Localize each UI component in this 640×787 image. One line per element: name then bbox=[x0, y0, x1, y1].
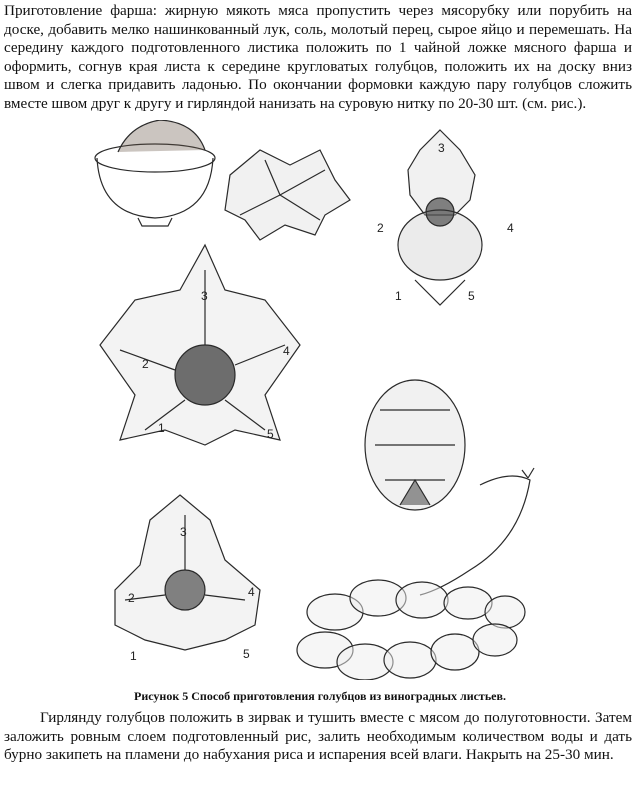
rolled-dolma-drawing bbox=[365, 380, 465, 510]
step-label: 5 bbox=[267, 427, 274, 441]
step-label: 5 bbox=[243, 647, 250, 661]
step-label: 4 bbox=[507, 221, 514, 235]
bowl-with-mince-drawing bbox=[95, 120, 215, 226]
step-label: 2 bbox=[377, 221, 384, 235]
step-label: 3 bbox=[438, 141, 445, 155]
step-label: 3 bbox=[180, 525, 187, 539]
leaf-with-filling-drawing bbox=[100, 245, 300, 445]
step-label: 4 bbox=[248, 585, 255, 599]
folded-leaf-stage-drawing bbox=[398, 130, 482, 305]
figure-caption: Рисунок 5 Способ приготовления голубцов из виноградных листьев. bbox=[134, 689, 506, 703]
step-label: 1 bbox=[158, 421, 165, 435]
step-label: 3 bbox=[201, 289, 208, 303]
step-label: 2 bbox=[128, 591, 135, 605]
recipe-paragraph-bottom-text: Гирлянду голубцов положить в зирвак и тушить вместе с мясом до полуготовности. Затем заложить ровным слоем подготовленный рис, залить необходимым количеством воды и дать бурно закипеть на пламени до набухания риса и испарения всей влаги. Накрыть на 25-30 мин. bbox=[4, 709, 632, 764]
step-label: 4 bbox=[283, 344, 290, 358]
recipe-paragraph-bottom bbox=[4, 709, 632, 765]
step-label: 5 bbox=[468, 289, 475, 303]
dolma-illustration bbox=[80, 120, 640, 680]
recipe-paragraph-top: Приготовление фарша: жирную мякоть мяса пропустить через мясорубку или порубить на доске, добавить мелко нашинкованный лук, соль, молотый перец, сырое яйцо и перемешать. На середину каждого подготовленного листика положить по 1 чайной ложке мясного фарша и оформить, согнув края листа к середине кругловатых голубцов, положить их на доску вниз швом и слегка придавить ладонью. По окончании формовки каждую пару голубцов сложить вместе швом друг к другу и гирляндой нанизать на суровую нитку по 20-30 шт. (см. рис.). bbox=[4, 2, 632, 112]
step-label: 1 bbox=[395, 289, 402, 303]
step-label: 1 bbox=[130, 649, 137, 663]
folding-leaf-drawing bbox=[115, 495, 260, 650]
step-label: 2 bbox=[142, 357, 149, 371]
grape-leaf-drawing bbox=[225, 150, 350, 240]
